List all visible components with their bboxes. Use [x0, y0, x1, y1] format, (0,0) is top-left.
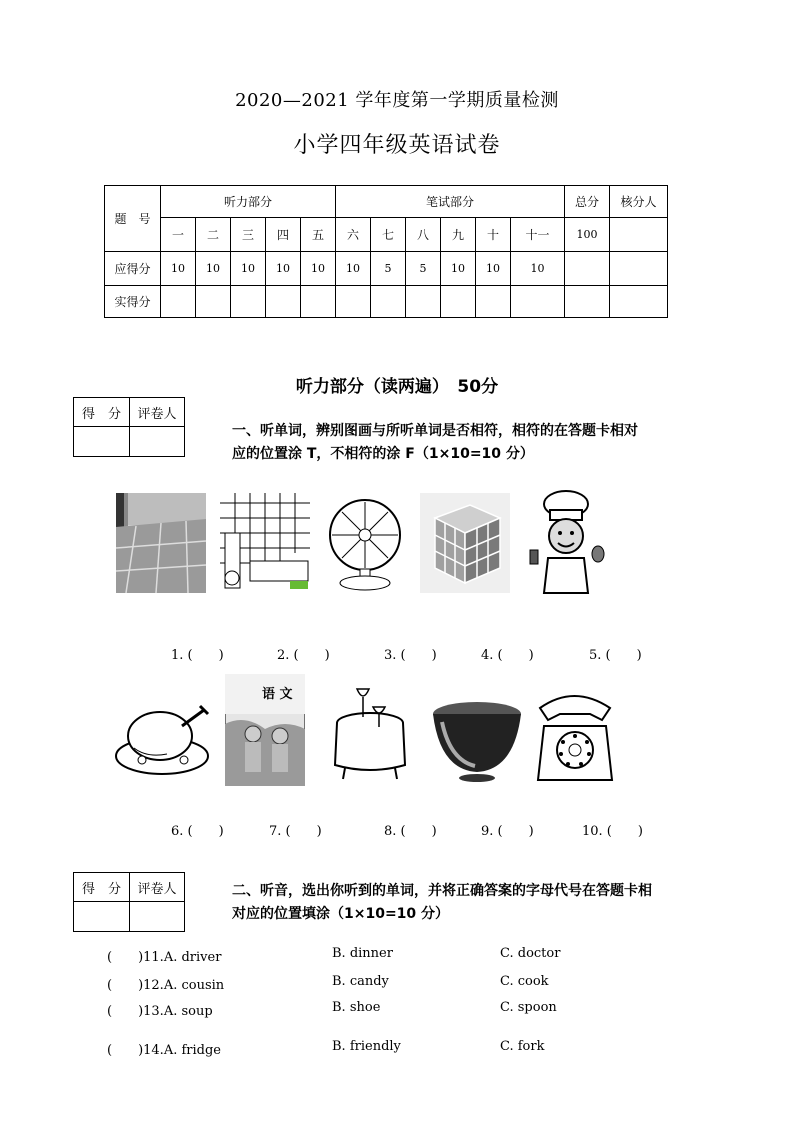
grader-box-part1: [73, 397, 185, 457]
should-score-label: 应得分: [105, 252, 161, 286]
question-14-option-b[interactable]: B. friendly: [332, 1039, 401, 1054]
floor-picture: [116, 493, 206, 593]
book-title-text: 语 文: [262, 687, 293, 702]
question-12-option-b[interactable]: B. candy: [332, 974, 389, 989]
should-score: 10: [441, 252, 476, 286]
question-number-header: 题 号: [105, 186, 161, 252]
should-score: 10: [301, 252, 336, 286]
score-table: [104, 185, 668, 318]
question-11-option-a[interactable]: ( )11.A. driver: [107, 950, 222, 965]
answer-blank-8[interactable]: 8. ( ): [384, 824, 437, 839]
actual-score-cell[interactable]: [231, 286, 266, 318]
telephone-picture: [532, 688, 617, 788]
actual-total-cell[interactable]: [565, 286, 610, 318]
section-number: 一: [161, 218, 196, 252]
checker-should-cell: [610, 252, 668, 286]
grader-box-part2: [73, 872, 185, 932]
grader-input-cell[interactable]: [130, 427, 185, 457]
answer-blank-1[interactable]: 1. ( ): [171, 648, 224, 663]
question-13-option-b[interactable]: B. shoe: [332, 1000, 381, 1015]
exam-title-line1: 2020—2021 学年度第一学期质量检测: [235, 90, 559, 111]
answer-blank-2[interactable]: 2. ( ): [277, 648, 330, 663]
total-should-cell: [565, 252, 610, 286]
score-label: 得 分: [74, 398, 130, 427]
rubiks-cube-picture: [420, 493, 510, 593]
should-score: 10: [511, 252, 565, 286]
actual-score-cell[interactable]: [161, 286, 196, 318]
should-score: 10: [161, 252, 196, 286]
exam-title-line2: 小学四年级英语试卷: [293, 133, 501, 158]
answer-blank-3[interactable]: 3. ( ): [384, 648, 437, 663]
cook-picture: [522, 488, 610, 598]
question-13-option-a[interactable]: ( )13.A. soup: [107, 1004, 213, 1019]
actual-score-cell[interactable]: [476, 286, 511, 318]
section-number: 十: [476, 218, 511, 252]
actual-score-label: 实得分: [105, 286, 161, 318]
question-12-option-a[interactable]: ( )12.A. cousin: [107, 978, 225, 993]
total-value: 100: [565, 218, 610, 252]
should-score: 5: [371, 252, 406, 286]
bowl-picture: [430, 700, 525, 785]
score-input-cell[interactable]: [74, 427, 130, 457]
answer-blank-10[interactable]: 10. ( ): [582, 824, 643, 839]
listening-header: 听力部分: [161, 186, 336, 218]
listening-section-title: 听力部分（读两遍） 50分: [295, 377, 499, 397]
should-score: 10: [266, 252, 301, 286]
section-number: 十一: [511, 218, 565, 252]
section-number: 八: [406, 218, 441, 252]
question-14-option-c[interactable]: C. fork: [500, 1039, 545, 1054]
answer-blank-7[interactable]: 7. ( ): [269, 824, 322, 839]
actual-score-cell[interactable]: [196, 286, 231, 318]
actual-score-cell[interactable]: [511, 286, 565, 318]
answer-blank-4[interactable]: 4. ( ): [481, 648, 534, 663]
part2-instruction-line2: 对应的位置填涂（1×10=10 分）: [232, 906, 450, 922]
section-number: 五: [301, 218, 336, 252]
grader-label: 评卷人: [130, 398, 185, 427]
question-14-option-a[interactable]: ( )14.A. fridge: [107, 1043, 221, 1058]
actual-checker-cell[interactable]: [610, 286, 668, 318]
section-number: 六: [336, 218, 371, 252]
writing-header: 笔试部分: [336, 186, 565, 218]
total-header: 总分: [565, 186, 610, 218]
answer-blank-9[interactable]: 9. ( ): [481, 824, 534, 839]
section-number: 三: [231, 218, 266, 252]
actual-score-cell[interactable]: [406, 286, 441, 318]
question-12-option-c[interactable]: C. cook: [500, 974, 549, 989]
question-11-option-b[interactable]: B. dinner: [332, 946, 393, 961]
section-number: 九: [441, 218, 476, 252]
grader-label: 评卷人: [130, 873, 185, 902]
fan-picture: [320, 493, 410, 593]
actual-score-cell[interactable]: [371, 286, 406, 318]
score-input-cell[interactable]: [74, 902, 130, 932]
checker-cell: [610, 218, 668, 252]
score-label: 得 分: [74, 873, 130, 902]
grader-input-cell[interactable]: [130, 902, 185, 932]
chicken-picture: [112, 688, 212, 783]
should-score: 10: [336, 252, 371, 286]
answer-blank-6[interactable]: 6. ( ): [171, 824, 224, 839]
part1-instruction-line1: 一、听单词，辨别图画与所听单词是否相符，相符的在答题卡相对: [232, 423, 638, 439]
actual-score-cell[interactable]: [301, 286, 336, 318]
should-score: 10: [196, 252, 231, 286]
question-13-option-c[interactable]: C. spoon: [500, 1000, 557, 1015]
section-number: 四: [266, 218, 301, 252]
should-score: 10: [476, 252, 511, 286]
section-number: 二: [196, 218, 231, 252]
should-score: 5: [406, 252, 441, 286]
answer-blank-5[interactable]: 5. ( ): [589, 648, 642, 663]
bathroom-picture: [220, 493, 310, 593]
section-number: 七: [371, 218, 406, 252]
actual-score-cell[interactable]: [441, 286, 476, 318]
table-picture: [325, 683, 415, 783]
actual-score-cell[interactable]: [336, 286, 371, 318]
part1-instruction-line2: 应的位置涂 T，不相符的涂 F（1×10=10 分）: [232, 446, 534, 462]
should-score: 10: [231, 252, 266, 286]
checker-header: 核分人: [610, 186, 668, 218]
part2-instruction-line1: 二、听音，选出你听到的单词，并将正确答案的字母代号在答题卡相: [232, 883, 652, 899]
question-11-option-c[interactable]: C. doctor: [500, 946, 561, 961]
actual-score-cell[interactable]: [266, 286, 301, 318]
